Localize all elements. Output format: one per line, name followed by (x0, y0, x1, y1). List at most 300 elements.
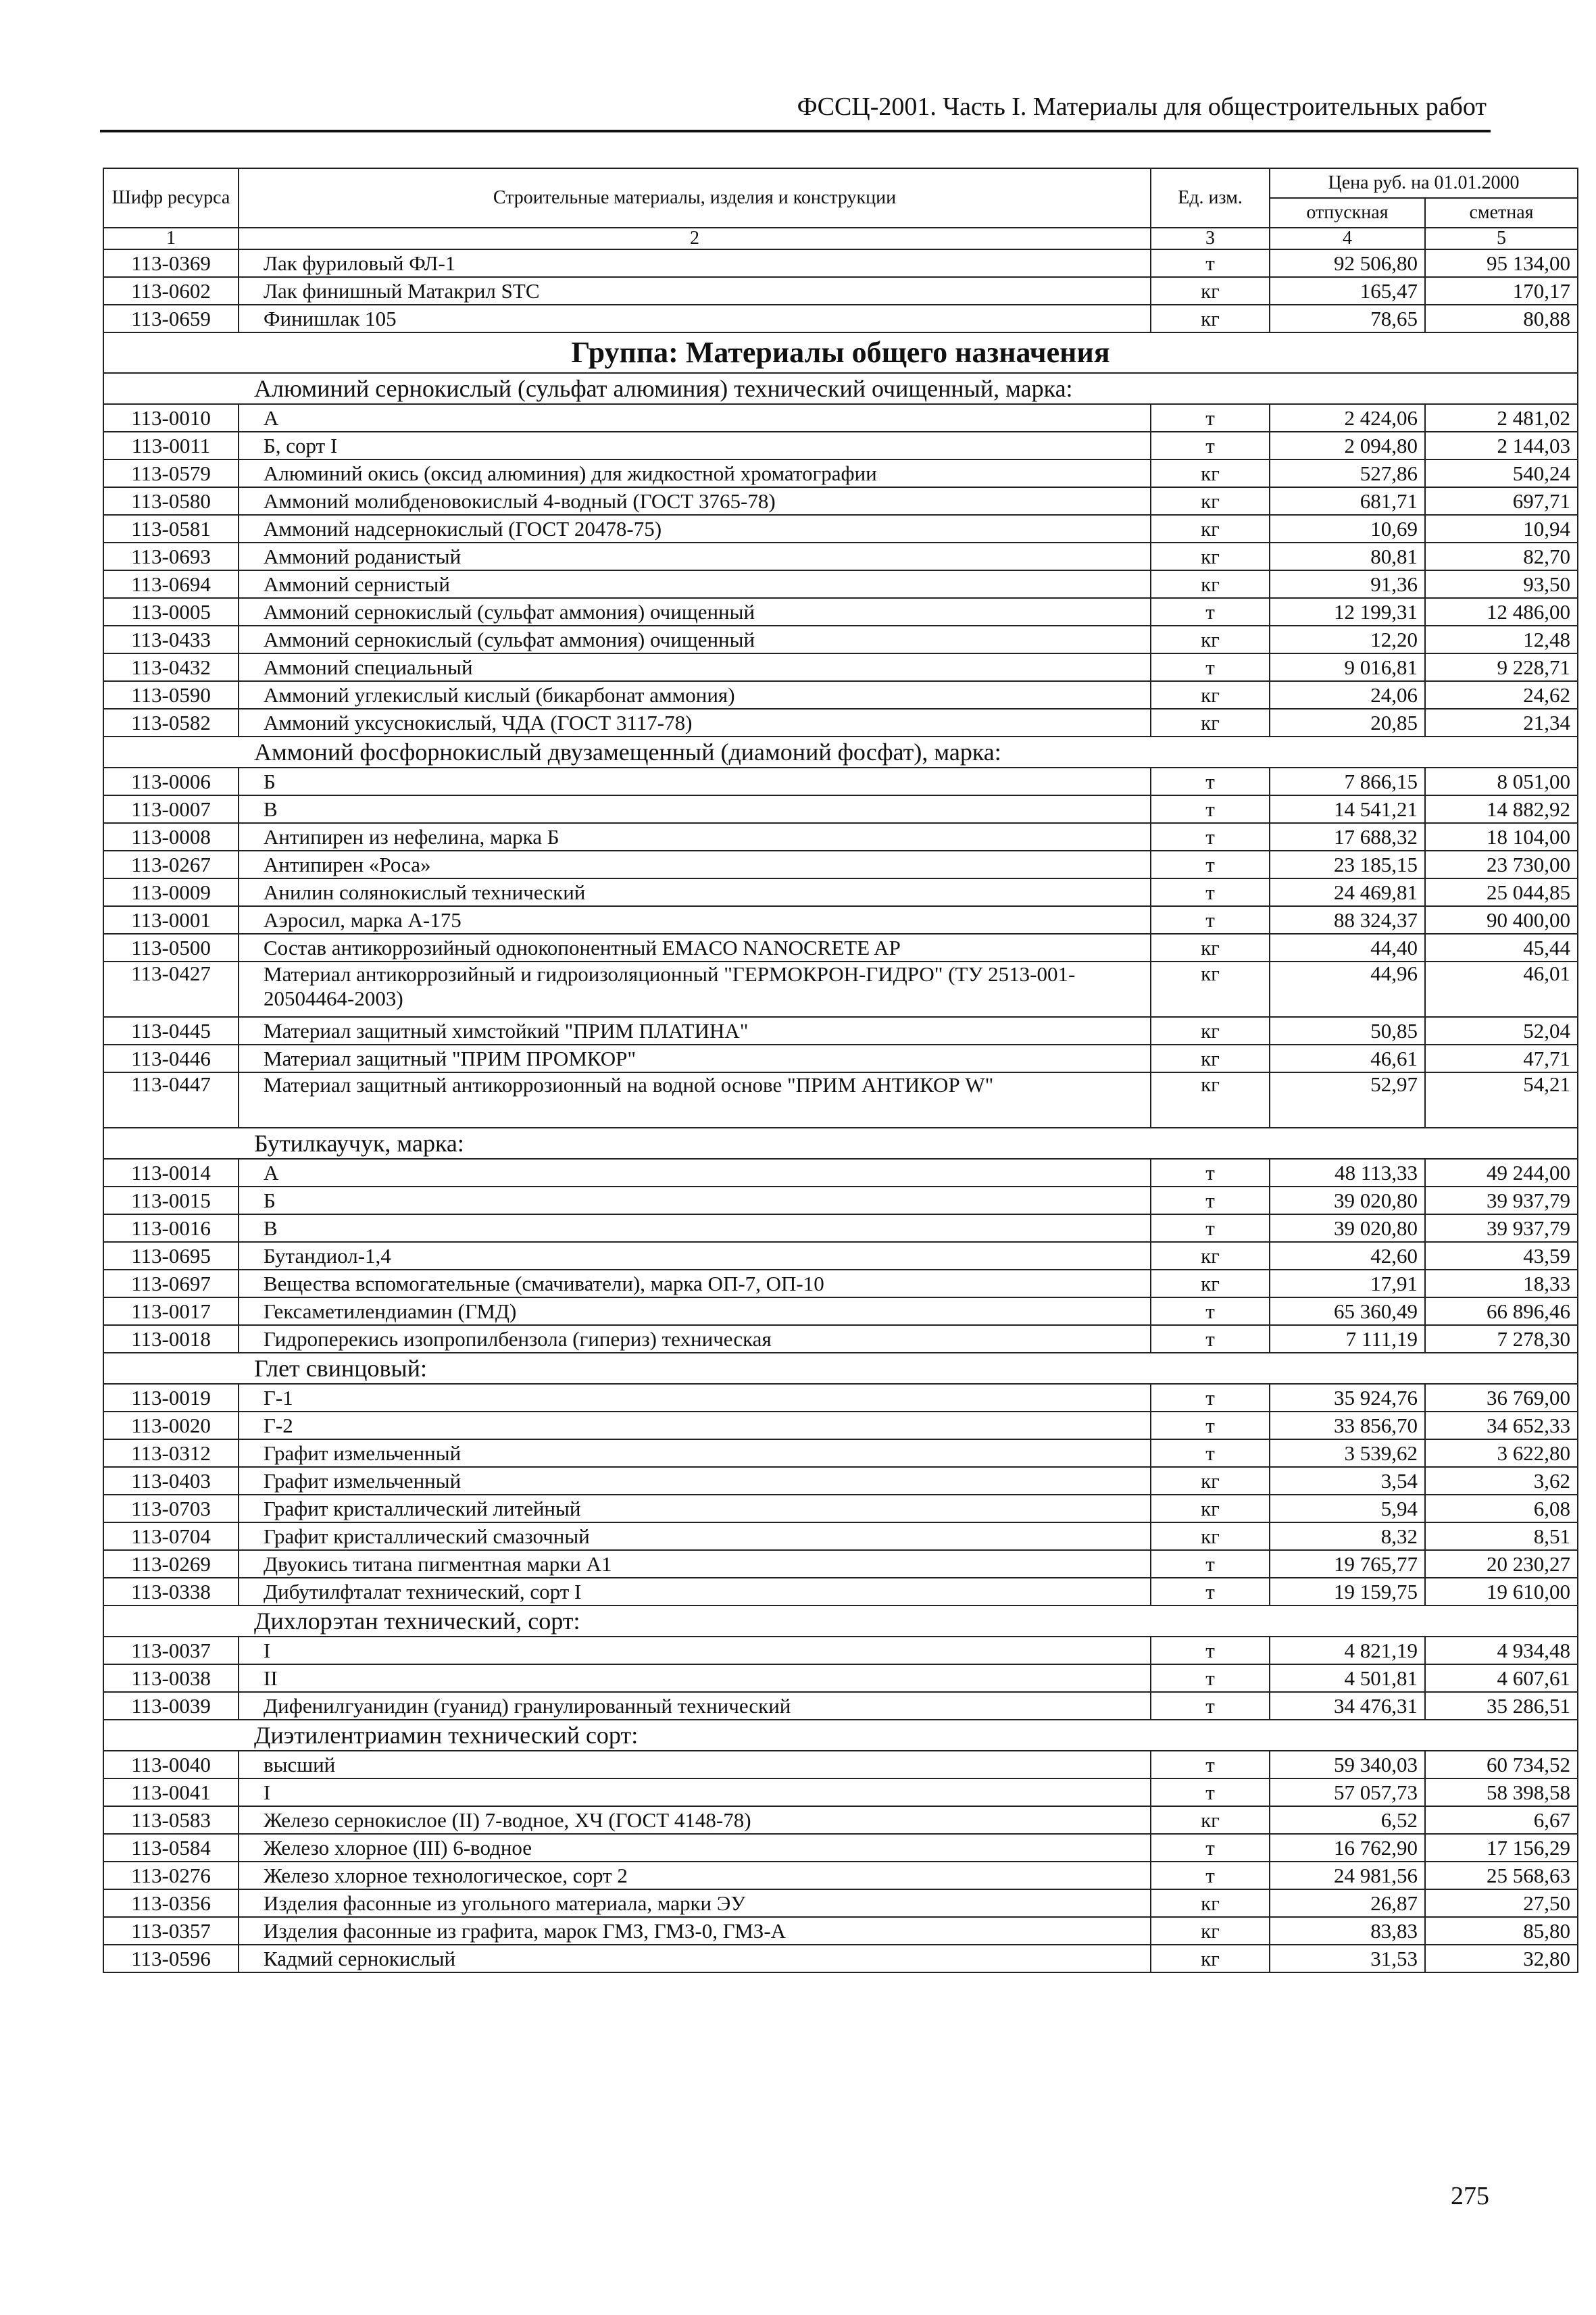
material-name: Аммоний уксуснокислый, ЧДА (ГОСТ 3117-78) (239, 709, 1151, 737)
table-row (103, 1862, 1578, 1889)
unit-of-measure: кг (1151, 681, 1270, 709)
release-price: 24 469,81 (1270, 878, 1425, 906)
estimate-price: 17 156,29 (1425, 1834, 1578, 1862)
estimate-price: 54,21 (1425, 1072, 1578, 1128)
material-name: I (239, 1637, 1151, 1664)
material-name: Аммоний сернокислый (сульфат аммония) очищенный (239, 626, 1151, 653)
resource-code: 113-0312 (103, 1439, 239, 1467)
resource-code: 113-0403 (103, 1467, 239, 1495)
table-row (103, 1384, 1578, 1412)
unit-of-measure: кг (1151, 305, 1270, 332)
resource-code: 113-0659 (103, 305, 239, 332)
release-price: 57 057,73 (1270, 1778, 1425, 1806)
resource-code: 113-0500 (103, 934, 239, 962)
estimate-price: 24,62 (1425, 681, 1578, 709)
group-heading-row (103, 332, 1578, 373)
release-price: 92 506,80 (1270, 249, 1425, 277)
material-name: Вещества вспомогательные (смачиватели), марка ОП-7, ОП-10 (239, 1270, 1151, 1297)
subgroup-heading: Бутилкаучук, марка: (103, 1128, 1578, 1159)
estimate-price: 36 769,00 (1425, 1384, 1578, 1412)
estimate-price: 4 607,61 (1425, 1664, 1578, 1692)
table-row (103, 1751, 1578, 1778)
release-price: 19 765,77 (1270, 1550, 1425, 1578)
table-row (103, 1917, 1578, 1945)
resource-code: 113-0269 (103, 1550, 239, 1578)
table-header-row (103, 168, 1578, 198)
material-name: Дифенилгуанидин (гуанид) гранулированный технический (239, 1692, 1151, 1720)
estimate-price: 46,01 (1425, 962, 1578, 1017)
resource-code: 113-0014 (103, 1159, 239, 1187)
material-name: I (239, 1778, 1151, 1806)
estimate-price: 34 652,33 (1425, 1412, 1578, 1439)
table-row (103, 1439, 1578, 1467)
unit-of-measure: т (1151, 1325, 1270, 1353)
column-index: 2 (239, 228, 1151, 249)
material-name: Гексаметилендиамин (ГМД) (239, 1297, 1151, 1325)
release-price: 681,71 (1270, 487, 1425, 515)
release-price: 65 360,49 (1270, 1297, 1425, 1325)
table-row (103, 1159, 1578, 1187)
unit-of-measure: т (1151, 1751, 1270, 1778)
table-row (103, 570, 1578, 598)
table-row (103, 653, 1578, 681)
release-price: 7 866,15 (1270, 768, 1425, 795)
resource-code: 113-0001 (103, 906, 239, 934)
estimate-price: 90 400,00 (1425, 906, 1578, 934)
subgroup-heading-row (103, 737, 1578, 768)
unit-of-measure: кг (1151, 626, 1270, 653)
estimate-price: 14 882,92 (1425, 795, 1578, 823)
release-price: 3,54 (1270, 1467, 1425, 1495)
resource-code: 113-0010 (103, 404, 239, 432)
resource-code: 113-0596 (103, 1945, 239, 1972)
table-row (103, 1834, 1578, 1862)
material-name: Г-2 (239, 1412, 1151, 1439)
table-row (103, 598, 1578, 626)
release-price: 14 541,21 (1270, 795, 1425, 823)
unit-of-measure: т (1151, 1187, 1270, 1214)
unit-of-measure: т (1151, 404, 1270, 432)
resource-code: 113-0019 (103, 1384, 239, 1412)
unit-of-measure: т (1151, 1159, 1270, 1187)
material-name: Графит измельченный (239, 1439, 1151, 1467)
release-price: 44,96 (1270, 962, 1425, 1017)
release-price: 83,83 (1270, 1917, 1425, 1945)
resource-code: 113-0432 (103, 653, 239, 681)
release-price: 88 324,37 (1270, 906, 1425, 934)
release-price: 12,20 (1270, 626, 1425, 653)
material-name: Аммоний надсернокислый (ГОСТ 20478-75) (239, 515, 1151, 543)
estimate-price: 43,59 (1425, 1242, 1578, 1270)
table-row (103, 1017, 1578, 1045)
material-name: высший (239, 1751, 1151, 1778)
estimate-price: 45,44 (1425, 934, 1578, 962)
material-name: Кадмий сернокислый (239, 1945, 1151, 1972)
resource-code: 113-0583 (103, 1806, 239, 1834)
estimate-price: 95 134,00 (1425, 249, 1578, 277)
resource-code: 113-0579 (103, 459, 239, 487)
material-name: Материал антикоррозийный и гидроизоляционный "ГЕРМОКРОН-ГИДРО" (ТУ 2513-001-20504464-2003) (239, 962, 1151, 1017)
estimate-price: 12 486,00 (1425, 598, 1578, 626)
table-row (103, 543, 1578, 570)
material-name: Гидроперекись изопропилбензола (гипериз) техническая (239, 1325, 1151, 1353)
subgroup-heading: Аммоний фосфорнокислый двузамещенный (диамоний фосфат), марка: (103, 737, 1578, 768)
table-row (103, 404, 1578, 432)
resource-code: 113-0356 (103, 1889, 239, 1917)
release-price: 39 020,80 (1270, 1187, 1425, 1214)
header-release-price: отпускная (1270, 198, 1425, 228)
material-name: Б (239, 768, 1151, 795)
material-name: Лак фуриловый ФЛ-1 (239, 249, 1151, 277)
material-name: Бутандиол-1,4 (239, 1242, 1151, 1270)
table-row (103, 277, 1578, 305)
subgroup-heading: Дихлорэтан технический, сорт: (103, 1605, 1578, 1637)
unit-of-measure: кг (1151, 1806, 1270, 1834)
release-price: 52,97 (1270, 1072, 1425, 1128)
column-index-row (103, 228, 1578, 249)
estimate-price: 25 044,85 (1425, 878, 1578, 906)
unit-of-measure: кг (1151, 543, 1270, 570)
estimate-price: 3 622,80 (1425, 1439, 1578, 1467)
estimate-price: 27,50 (1425, 1889, 1578, 1917)
resource-code: 113-0369 (103, 249, 239, 277)
resource-code: 113-0695 (103, 1242, 239, 1270)
column-index: 5 (1425, 228, 1578, 249)
material-name: Материал защитный химстойкий "ПРИМ ПЛАТИНА" (239, 1017, 1151, 1045)
material-name: Аммоний сернокислый (сульфат аммония) очищенный (239, 598, 1151, 626)
resource-code: 113-0446 (103, 1045, 239, 1072)
estimate-price: 2 144,03 (1425, 432, 1578, 459)
estimate-price: 3,62 (1425, 1467, 1578, 1495)
release-price: 5,94 (1270, 1495, 1425, 1522)
unit-of-measure: кг (1151, 515, 1270, 543)
unit-of-measure: т (1151, 1384, 1270, 1412)
unit-of-measure: кг (1151, 1495, 1270, 1522)
material-name: А (239, 1159, 1151, 1187)
column-index: 4 (1270, 228, 1425, 249)
unit-of-measure: т (1151, 1834, 1270, 1862)
table-row (103, 515, 1578, 543)
resource-code: 113-0267 (103, 851, 239, 878)
table-row (103, 934, 1578, 962)
unit-of-measure: кг (1151, 459, 1270, 487)
estimate-price: 19 610,00 (1425, 1578, 1578, 1605)
unit-of-measure: т (1151, 851, 1270, 878)
resource-code: 113-0338 (103, 1578, 239, 1605)
release-price: 3 539,62 (1270, 1439, 1425, 1467)
material-name: В (239, 1214, 1151, 1242)
material-name: Алюминий окись (оксид алюминия) для жидкостной хроматографии (239, 459, 1151, 487)
resource-code: 113-0011 (103, 432, 239, 459)
release-price: 527,86 (1270, 459, 1425, 487)
resource-code: 113-0580 (103, 487, 239, 515)
unit-of-measure: кг (1151, 487, 1270, 515)
unit-of-measure: т (1151, 768, 1270, 795)
release-price: 80,81 (1270, 543, 1425, 570)
resource-code: 113-0040 (103, 1751, 239, 1778)
estimate-price: 82,70 (1425, 543, 1578, 570)
estimate-price: 4 934,48 (1425, 1637, 1578, 1664)
resource-code: 113-0447 (103, 1072, 239, 1128)
resource-code: 113-0005 (103, 598, 239, 626)
estimate-price: 39 937,79 (1425, 1187, 1578, 1214)
header-estimate-price: сметная (1425, 198, 1578, 228)
material-name: Аммоний роданистый (239, 543, 1151, 570)
header-price: Цена руб. на 01.01.2000 (1270, 168, 1578, 198)
estimate-price: 85,80 (1425, 1917, 1578, 1945)
unit-of-measure: т (1151, 598, 1270, 626)
release-price: 20,85 (1270, 709, 1425, 737)
table-row (103, 626, 1578, 653)
estimate-price: 25 568,63 (1425, 1862, 1578, 1889)
table-row (103, 1578, 1578, 1605)
release-price: 42,60 (1270, 1242, 1425, 1270)
unit-of-measure: кг (1151, 1045, 1270, 1072)
release-price: 39 020,80 (1270, 1214, 1425, 1242)
release-price: 44,40 (1270, 934, 1425, 962)
subgroup-heading-row (103, 1353, 1578, 1384)
release-price: 9 016,81 (1270, 653, 1425, 681)
release-price: 31,53 (1270, 1945, 1425, 1972)
table-row (103, 1467, 1578, 1495)
release-price: 8,32 (1270, 1522, 1425, 1550)
release-price: 34 476,31 (1270, 1692, 1425, 1720)
estimate-price: 93,50 (1425, 570, 1578, 598)
estimate-price: 697,71 (1425, 487, 1578, 515)
subgroup-heading: Алюминий сернокислый (сульфат алюминия) технический очищенный, марка: (103, 373, 1578, 404)
unit-of-measure: кг (1151, 277, 1270, 305)
table-row (103, 1945, 1578, 1972)
release-price: 17 688,32 (1270, 823, 1425, 851)
table-row (103, 305, 1578, 332)
resource-code: 113-0018 (103, 1325, 239, 1353)
release-price: 17,91 (1270, 1270, 1425, 1297)
estimate-price: 6,08 (1425, 1495, 1578, 1522)
table-row (103, 1270, 1578, 1297)
table-row (103, 962, 1578, 1017)
unit-of-measure: т (1151, 1692, 1270, 1720)
resource-code: 113-0006 (103, 768, 239, 795)
unit-of-measure: кг (1151, 934, 1270, 962)
estimate-price: 47,71 (1425, 1045, 1578, 1072)
page-header (100, 88, 1491, 132)
document-title: ФССЦ-2001. Часть I. Материалы для общестроительных работ (797, 93, 1487, 121)
estimate-price: 66 896,46 (1425, 1297, 1578, 1325)
unit-of-measure: кг (1151, 1889, 1270, 1917)
release-price: 16 762,90 (1270, 1834, 1425, 1862)
estimate-price: 8 051,00 (1425, 768, 1578, 795)
resource-code: 113-0015 (103, 1187, 239, 1214)
unit-of-measure: кг (1151, 1072, 1270, 1128)
release-price: 48 113,33 (1270, 1159, 1425, 1187)
resource-code: 113-0357 (103, 1917, 239, 1945)
unit-of-measure: т (1151, 653, 1270, 681)
release-price: 4 821,19 (1270, 1637, 1425, 1664)
table-row (103, 878, 1578, 906)
material-name: Двуокись титана пигментная марки А1 (239, 1550, 1151, 1578)
unit-of-measure: т (1151, 878, 1270, 906)
release-price: 33 856,70 (1270, 1412, 1425, 1439)
unit-of-measure: кг (1151, 1242, 1270, 1270)
table-row (103, 795, 1578, 823)
table-row (103, 1297, 1578, 1325)
unit-of-measure: т (1151, 432, 1270, 459)
unit-of-measure: кг (1151, 1017, 1270, 1045)
material-name: Г-1 (239, 1384, 1151, 1412)
release-price: 59 340,03 (1270, 1751, 1425, 1778)
resource-code: 113-0582 (103, 709, 239, 737)
unit-of-measure: т (1151, 1297, 1270, 1325)
material-name: Железо хлорное (III) 6-водное (239, 1834, 1151, 1862)
resource-code: 113-0020 (103, 1412, 239, 1439)
release-price: 91,36 (1270, 570, 1425, 598)
release-price: 7 111,19 (1270, 1325, 1425, 1353)
table-row (103, 1664, 1578, 1692)
release-price: 35 924,76 (1270, 1384, 1425, 1412)
table-row (103, 1214, 1578, 1242)
release-price: 6,52 (1270, 1806, 1425, 1834)
unit-of-measure: т (1151, 1439, 1270, 1467)
material-name: Графит кристаллический литейный (239, 1495, 1151, 1522)
resource-code: 113-0694 (103, 570, 239, 598)
release-price: 10,69 (1270, 515, 1425, 543)
release-price: 24,06 (1270, 681, 1425, 709)
estimate-price: 35 286,51 (1425, 1692, 1578, 1720)
estimate-price: 80,88 (1425, 305, 1578, 332)
material-name: Антипирен из нефелина, марка Б (239, 823, 1151, 851)
release-price: 4 501,81 (1270, 1664, 1425, 1692)
release-price: 23 185,15 (1270, 851, 1425, 878)
subgroup-heading-row (103, 1128, 1578, 1159)
material-name: Состав антикоррозийный однокопонентный EMACO NANOCRETE AP (239, 934, 1151, 962)
resource-code: 113-0276 (103, 1862, 239, 1889)
material-name: II (239, 1664, 1151, 1692)
material-name: Железо хлорное технологическое, сорт 2 (239, 1862, 1151, 1889)
subgroup-heading-row (103, 373, 1578, 404)
price-table (103, 168, 1578, 1973)
table-row (103, 1637, 1578, 1664)
estimate-price: 170,17 (1425, 277, 1578, 305)
material-name: Изделия фасонные из угольного материала, марки ЭУ (239, 1889, 1151, 1917)
material-name: Дибутилфталат технический, сорт I (239, 1578, 1151, 1605)
estimate-price: 540,24 (1425, 459, 1578, 487)
unit-of-measure: т (1151, 1412, 1270, 1439)
unit-of-measure: т (1151, 249, 1270, 277)
material-name: В (239, 795, 1151, 823)
material-name: Анилин солянокислый технический (239, 878, 1151, 906)
release-price: 19 159,75 (1270, 1578, 1425, 1605)
table-row (103, 823, 1578, 851)
column-index: 3 (1151, 228, 1270, 249)
material-name: Материал защитный антикоррозионный на водной основе "ПРИМ АНТИКОР W" (239, 1072, 1151, 1128)
estimate-price: 2 481,02 (1425, 404, 1578, 432)
table-row (103, 1325, 1578, 1353)
page-number: 275 (1451, 2182, 1489, 2210)
table-row (103, 768, 1578, 795)
resource-code: 113-0602 (103, 277, 239, 305)
subgroup-heading-row (103, 1605, 1578, 1637)
group-heading: Группа: Материалы общего назначения (103, 332, 1578, 373)
estimate-price: 10,94 (1425, 515, 1578, 543)
material-name: Графит измельченный (239, 1467, 1151, 1495)
resource-code: 113-0581 (103, 515, 239, 543)
resource-code: 113-0704 (103, 1522, 239, 1550)
table-row (103, 459, 1578, 487)
material-name: А (239, 404, 1151, 432)
release-price: 12 199,31 (1270, 598, 1425, 626)
resource-code: 113-0037 (103, 1637, 239, 1664)
unit-of-measure: кг (1151, 709, 1270, 737)
unit-of-measure: кг (1151, 962, 1270, 1017)
unit-of-measure: кг (1151, 1522, 1270, 1550)
estimate-price: 32,80 (1425, 1945, 1578, 1972)
unit-of-measure: т (1151, 1214, 1270, 1242)
header-code: Шифр ресурса (103, 168, 239, 228)
unit-of-measure: т (1151, 1664, 1270, 1692)
table-row (103, 1778, 1578, 1806)
unit-of-measure: кг (1151, 1270, 1270, 1297)
resource-code: 113-0697 (103, 1270, 239, 1297)
release-price: 26,87 (1270, 1889, 1425, 1917)
unit-of-measure: кг (1151, 1467, 1270, 1495)
estimate-price: 9 228,71 (1425, 653, 1578, 681)
estimate-price: 39 937,79 (1425, 1214, 1578, 1242)
unit-of-measure: т (1151, 1862, 1270, 1889)
material-name: Антипирен «Роса» (239, 851, 1151, 878)
resource-code: 113-0041 (103, 1778, 239, 1806)
subgroup-heading: Глет свинцовый: (103, 1353, 1578, 1384)
resource-code: 113-0584 (103, 1834, 239, 1862)
estimate-price: 7 278,30 (1425, 1325, 1578, 1353)
table-row (103, 1412, 1578, 1439)
table-row (103, 1072, 1578, 1128)
material-name: Аммоний специальный (239, 653, 1151, 681)
estimate-price: 12,48 (1425, 626, 1578, 653)
resource-code: 113-0039 (103, 1692, 239, 1720)
material-name: Лак финишный Матакрил STC (239, 277, 1151, 305)
material-name: Железо сернокислое (II) 7-водное, ХЧ (ГОСТ 4148-78) (239, 1806, 1151, 1834)
release-price: 50,85 (1270, 1017, 1425, 1045)
material-name: Аммоний молибденовокислый 4-водный (ГОСТ 3765-78) (239, 487, 1151, 515)
release-price: 165,47 (1270, 277, 1425, 305)
material-name: Изделия фасонные из графита, марок ГМЗ, ГМЗ-0, ГМЗ-А (239, 1917, 1151, 1945)
unit-of-measure: т (1151, 1778, 1270, 1806)
table-row (103, 709, 1578, 737)
release-price: 2 424,06 (1270, 404, 1425, 432)
table-row (103, 249, 1578, 277)
unit-of-measure: т (1151, 906, 1270, 934)
resource-code: 113-0016 (103, 1214, 239, 1242)
estimate-price: 49 244,00 (1425, 1159, 1578, 1187)
resource-code: 113-0433 (103, 626, 239, 653)
material-name: Аммоний сернистый (239, 570, 1151, 598)
estimate-price: 52,04 (1425, 1017, 1578, 1045)
material-name: Аммоний углекислый кислый (бикарбонат аммония) (239, 681, 1151, 709)
release-price: 2 094,80 (1270, 432, 1425, 459)
estimate-price: 6,67 (1425, 1806, 1578, 1834)
release-price: 78,65 (1270, 305, 1425, 332)
unit-of-measure: т (1151, 1578, 1270, 1605)
unit-of-measure: кг (1151, 1917, 1270, 1945)
resource-code: 113-0590 (103, 681, 239, 709)
table-row (103, 487, 1578, 515)
resource-code: 113-0427 (103, 962, 239, 1017)
table-row (103, 1495, 1578, 1522)
column-index: 1 (103, 228, 239, 249)
material-name: Финишлак 105 (239, 305, 1151, 332)
material-name: Графит кристаллический смазочный (239, 1522, 1151, 1550)
resource-code: 113-0693 (103, 543, 239, 570)
